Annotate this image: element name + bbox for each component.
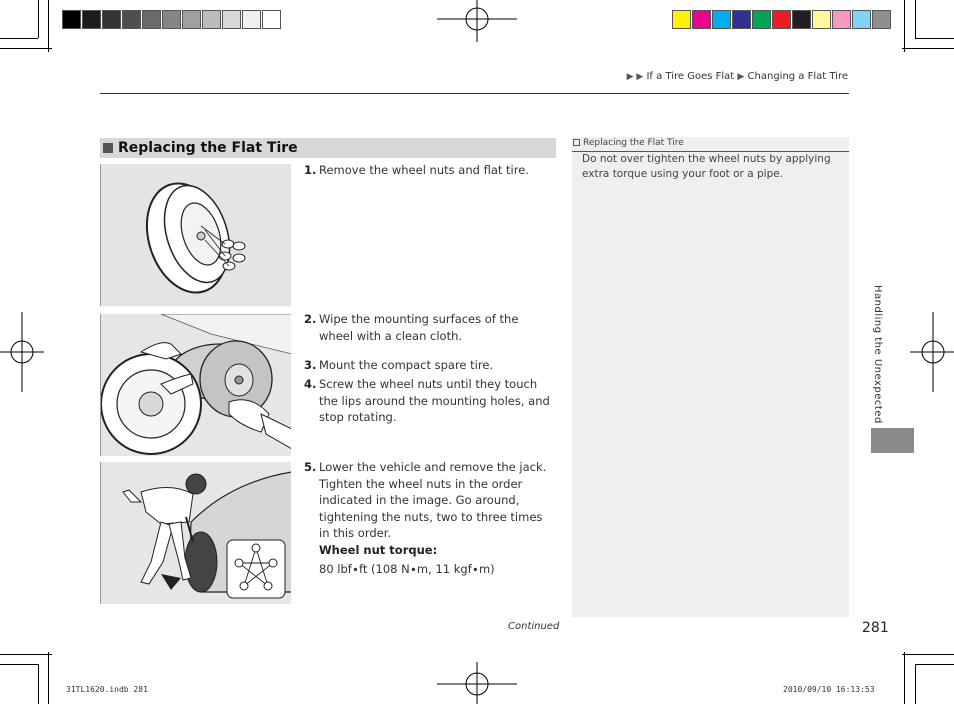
step-text: Wipe the mounting surfaces of the wheel with a clean cloth.: [319, 312, 519, 343]
step-3: [304, 357, 556, 374]
flat-tire-illustration: [101, 164, 291, 306]
section-title: Replacing the Flat Tire: [118, 140, 298, 156]
step-text: Mount the compact spare tire.: [319, 358, 494, 372]
illustration-lower-vehicle: [100, 462, 291, 604]
breadcrumb-item-2[interactable]: Changing a Flat Tire: [747, 71, 848, 82]
step-number: 2.: [304, 312, 317, 326]
torque-value: 80 lbf∙ft (108 N∙m, 11 kgf∙m): [319, 562, 495, 576]
chapter-label: Handling the Unexpected: [872, 285, 883, 424]
breadcrumb-arrow-icon: ▶ ▶: [626, 72, 644, 82]
note-title-text: Replacing the Flat Tire: [583, 138, 684, 148]
step-number: 3.: [304, 358, 317, 372]
wipe-hub-illustration: [101, 314, 291, 456]
step-text: Lower the vehicle and remove the jack. Tighten the wheel nuts in the order indicated in the image. Go around, tightening the nuts, two to three times in this order.: [319, 460, 547, 540]
illustration-wipe-surface: [100, 314, 291, 456]
step-2: [304, 311, 556, 344]
note-panel: [572, 137, 849, 617]
lower-vehicle-illustration: [101, 462, 291, 604]
step-text: Screw the wheel nuts until they touch the lips around the mounting holes, and stop rotating.: [319, 377, 550, 424]
step-number: 4.: [304, 377, 317, 391]
step-number: 5.: [304, 460, 317, 474]
note-text: Do not over tighten the wheel nuts by applying extra torque using your foot or a pipe.: [582, 153, 831, 180]
illustration-remove-tire: [100, 164, 291, 306]
note-reference-icon: [573, 139, 580, 146]
slug-file: 31TL1620.indb 281: [66, 685, 148, 694]
section-heading: [100, 138, 556, 158]
breadcrumb: [627, 71, 848, 82]
step-text: Remove the wheel nuts and flat tire.: [319, 163, 529, 177]
note-title: [572, 137, 849, 152]
step-5: [304, 459, 556, 578]
step-1: [304, 162, 556, 179]
slug-timestamp: 2010/09/10 16:13:53: [783, 685, 875, 694]
torque-label: Wheel nut torque:: [319, 542, 438, 557]
step-4: [304, 376, 556, 426]
header-rule: [100, 93, 849, 94]
continued-label: Continued: [508, 621, 560, 632]
breadcrumb-item-1[interactable]: If a Tire Goes Flat: [646, 71, 735, 82]
breadcrumb-arrow-icon: ▶: [737, 72, 745, 82]
step-number: 1.: [304, 163, 317, 177]
chapter-tab[interactable]: [871, 428, 914, 453]
page-number: 281: [862, 620, 889, 636]
section-square-icon: [103, 143, 113, 153]
